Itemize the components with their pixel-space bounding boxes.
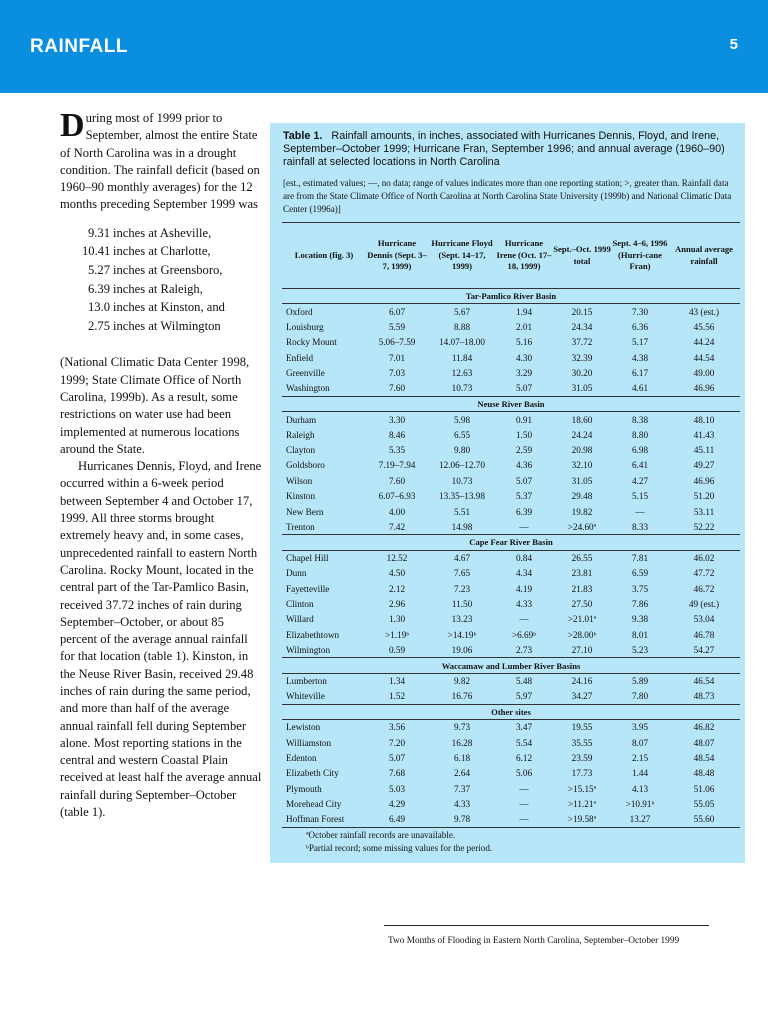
table-row (282, 673, 740, 688)
value-cell: 5.35 (388, 445, 406, 456)
value-cell: 31.05 (571, 475, 593, 486)
table-row (282, 335, 740, 350)
value-cell: 3.75 (631, 583, 649, 594)
value-cell: 14.07–18.00 (439, 337, 485, 348)
value-cell: >19.58ª (552, 812, 612, 827)
table-label: Table 1. (283, 130, 323, 142)
value-cell: — (635, 506, 645, 517)
table-row (282, 796, 740, 811)
deficit-value: 9.31 (87, 225, 110, 240)
value-cell: 16.28 (451, 737, 473, 748)
location-cell: Whiteville (286, 691, 325, 702)
value-cell: 3.47 (515, 722, 533, 733)
value-cell: 6.39 (515, 506, 533, 517)
value-cell: 7.60 (388, 383, 406, 394)
location-cell: Wilmington (286, 644, 331, 655)
rainfall-table-panel (270, 123, 745, 863)
value-cell: 55.05 (693, 799, 715, 810)
table-row (282, 781, 740, 796)
value-cell: 2.01 (515, 321, 533, 332)
deficit-list (60, 224, 263, 336)
value-cell: 3.30 (388, 414, 406, 425)
location-cell: Wilson (286, 475, 313, 486)
deficit-label: inches at Wilmington (113, 318, 221, 333)
location-cell: Goldsboro (286, 460, 325, 471)
value-cell: 46.96 (693, 475, 715, 486)
table-caption (283, 130, 738, 169)
value-cell: 5.17 (631, 337, 649, 348)
page-header (0, 0, 768, 93)
value-cell: 4.36 (515, 460, 533, 471)
value-cell: >28.00ᵇ (567, 629, 597, 640)
table-row (282, 596, 740, 611)
value-cell: 4.61 (631, 383, 649, 394)
column-header: Location (fig. 3) (282, 223, 366, 289)
value-cell: 7.86 (631, 599, 649, 609)
value-cell: 24.34 (571, 321, 593, 332)
value-cell: 49 (est.) (688, 599, 720, 609)
citation-paragraph: (National Climatic Data Center 1998, 1999; State Climate Office of North Carolina, 1999b). As a result, some restrictions on water use had been implemented at numerous locations around the State. (60, 355, 250, 456)
value-cell: 48.48 (693, 768, 715, 779)
value-cell: 5.54 (515, 737, 533, 748)
location-cell: Washington (286, 383, 330, 394)
location-cell: Williamston (286, 737, 332, 748)
value-cell: 7.80 (631, 691, 649, 702)
value-cell: 3.29 (515, 368, 533, 379)
column-header: Hurricane Floyd (Sept. 14–17, 1999) (428, 223, 496, 289)
deficit-item (60, 224, 263, 243)
value-cell: 2.64 (453, 768, 471, 779)
value-cell: 5.07 (388, 752, 406, 763)
value-cell: 53.04 (693, 614, 715, 625)
deficit-label: inches at Kinston, and (113, 300, 225, 315)
value-cell: 5.37 (515, 491, 533, 502)
value-cell: 46.72 (693, 583, 715, 594)
value-cell: 0.84 (515, 553, 533, 564)
location-cell: Lumberton (286, 676, 327, 687)
value-cell: 34.27 (571, 691, 593, 702)
table-row (282, 427, 740, 442)
value-cell: >15.15ª (567, 783, 597, 794)
value-cell: 5.16 (515, 337, 533, 348)
value-cell: 2.59 (515, 445, 533, 456)
value-cell: — (519, 783, 529, 794)
value-cell: 45.56 (693, 321, 715, 332)
location-cell: Oxford (286, 306, 313, 317)
location-cell: Trenton (286, 521, 315, 532)
value-cell: 23.81 (571, 568, 593, 579)
value-cell: 1.34 (388, 676, 406, 687)
value-cell: 5.59 (388, 321, 406, 332)
table-row (282, 735, 740, 750)
value-cell: 46.02 (693, 553, 715, 564)
value-cell: 6.07–6.93 (378, 491, 416, 502)
value-cell: 9.38 (631, 614, 649, 625)
value-cell: 7.60 (388, 475, 406, 486)
basin-header-row (282, 658, 740, 673)
value-cell: 11.84 (451, 352, 473, 363)
location-cell: Lewiston (286, 722, 321, 733)
value-cell: 51.06 (693, 783, 715, 794)
value-cell: 18.60 (571, 414, 593, 425)
location-cell: Clinton (286, 599, 314, 609)
table-row (282, 642, 740, 657)
value-cell: 6.07 (388, 306, 406, 317)
value-cell: 6.18 (453, 752, 471, 763)
location-cell: Rocky Mount (286, 337, 337, 348)
table-row (282, 365, 740, 380)
value-cell: — (519, 521, 529, 532)
location-cell: Willard (286, 614, 314, 625)
basin-name: Other sites (282, 704, 740, 719)
value-cell: 6.12 (515, 752, 533, 763)
value-cell: 4.38 (631, 352, 649, 363)
value-cell: 5.97 (515, 691, 533, 702)
table-row (282, 750, 740, 765)
value-cell: 4.00 (388, 506, 406, 517)
value-cell: 4.19 (515, 583, 533, 594)
body-text-column (60, 107, 263, 821)
value-cell: 35.55 (571, 737, 593, 748)
location-cell: Kinston (286, 491, 316, 502)
value-cell: 7.20 (388, 737, 406, 748)
value-cell: 5.15 (631, 491, 649, 502)
value-cell: 1.52 (388, 691, 406, 702)
location-cell: Enfield (286, 352, 314, 363)
hurricanes-paragraph: Hurricanes Dennis, Floyd, and Irene occurred within a 6-week period between September 4 and October 17, 1999. All three storms brought extremely heavy and, in some cases, unprecedented rainfall to eastern North Carolina. Rocky Mount, located in the central part of the Tar-Pamlico Basin, received 37.72 inches of rain during September–October, or about 85 percent of the average annual rainfall for that location (table 1). Kinston, in the Neuse River Basin, received 29.48 inches of rain during the same period, and more than half of the average annual rainfall fell during September alone. Most reporting stations in the central and western Coastal Plain received at least half the average annual rainfall during September–October (table 1). (60, 459, 262, 820)
deficit-value: 5.27 (87, 262, 110, 277)
value-cell: 0.91 (515, 414, 533, 425)
value-cell: 48.10 (693, 414, 715, 425)
deficit-value: 6.39 (87, 281, 110, 296)
value-cell: 3.95 (631, 722, 649, 733)
value-cell: 5.23 (631, 644, 649, 655)
deficit-item (60, 242, 263, 261)
value-cell: — (519, 799, 529, 810)
value-cell: 7.23 (453, 583, 471, 594)
table-row (282, 412, 740, 427)
value-cell: 53.11 (693, 506, 715, 517)
deficit-item (60, 317, 263, 336)
basin-header-row (282, 289, 740, 304)
value-cell: 5.06–7.59 (378, 337, 416, 348)
value-cell: 55.60 (668, 812, 740, 827)
value-cell: 45.11 (693, 445, 715, 456)
intro-text: uring most of 1999 prior to September, almost the entire State of North Carolina was in a drought condition. The rainfall deficit (based on 1960–90 monthly averages) for the 12 months preceding September 1999 was (60, 111, 260, 212)
location-cell: Morehead City (286, 799, 342, 810)
basin-header-row (282, 704, 740, 719)
value-cell: 6.17 (631, 368, 649, 379)
value-cell: 41.43 (693, 429, 715, 440)
deficit-value: 10.41 (82, 244, 111, 259)
value-cell: >6.69ᵇ (511, 629, 537, 640)
value-cell: 48.07 (693, 737, 715, 748)
location-cell: Elizabeth City (286, 768, 339, 779)
table-row (282, 550, 740, 565)
value-cell: 7.30 (631, 306, 649, 317)
value-cell: 24.16 (571, 676, 593, 687)
value-cell: 49.00 (693, 368, 715, 379)
table-row (282, 473, 740, 488)
value-cell: 12.06–12.70 (439, 460, 485, 471)
table-row (282, 612, 740, 627)
value-cell: 26.55 (571, 553, 593, 564)
value-cell: 8.33 (631, 521, 649, 532)
table-row (282, 519, 740, 534)
value-cell: 4.34 (515, 568, 533, 579)
value-cell: 5.51 (453, 506, 471, 517)
value-cell: 5.07 (515, 383, 533, 394)
deficit-label: inches at Raleigh, (113, 281, 203, 296)
table-row (282, 719, 740, 734)
value-cell: 5.98 (453, 414, 471, 425)
value-cell: 7.68 (388, 768, 406, 779)
rainfall-table (282, 222, 740, 828)
value-cell: 16.76 (451, 691, 473, 702)
location-cell: Durham (286, 414, 317, 425)
column-header: Sept.–Oct. 1999 total (552, 223, 612, 289)
footer-rule (384, 925, 709, 926)
basin-name: Tar-Pamlico River Basin (282, 289, 740, 304)
deficit-label: inches at Charlotte, (113, 244, 211, 259)
value-cell: 46.78 (693, 629, 715, 640)
value-cell: 6.98 (631, 445, 649, 456)
value-cell: 2.96 (388, 599, 406, 609)
value-cell: 13.35–13.98 (439, 491, 485, 502)
value-cell: 29.48 (571, 491, 593, 502)
value-cell: 1.30 (388, 614, 406, 625)
location-cell: Greenville (286, 368, 325, 379)
value-cell: 4.30 (515, 352, 533, 363)
value-cell: 19.55 (571, 722, 593, 733)
value-cell: 4.13 (631, 783, 649, 794)
value-cell: 2.12 (388, 583, 406, 594)
value-cell: 4.27 (631, 475, 649, 486)
location-cell: Hoffman Forest (282, 812, 366, 827)
value-cell: 8.80 (631, 429, 649, 440)
value-cell: 8.46 (388, 429, 406, 440)
table-row (282, 350, 740, 365)
basin-header-row (282, 535, 740, 550)
basin-name: Waccamaw and Lumber River Basins (282, 658, 740, 673)
table-row (282, 504, 740, 519)
value-cell: 6.41 (631, 460, 649, 471)
value-cell: >14.19ᵇ (447, 629, 477, 640)
column-header: Sept. 4–6, 1996 (Hurri-cane Fran) (612, 223, 668, 289)
value-cell: 7.81 (631, 553, 649, 564)
drop-cap: D (60, 107, 85, 144)
value-cell: 5.07 (515, 475, 533, 486)
value-cell: 5.89 (631, 676, 649, 687)
value-cell: 54.27 (693, 644, 715, 655)
value-cell: 4.33 (515, 599, 533, 609)
location-cell: Chapel Hill (286, 553, 329, 564)
table-row (282, 689, 740, 704)
value-cell: 14.98 (451, 521, 473, 532)
value-cell: 7.19–7.94 (378, 460, 416, 471)
value-cell: 9.82 (453, 676, 471, 687)
value-cell: 7.37 (453, 783, 471, 794)
value-cell: 5.03 (388, 783, 406, 794)
deficit-value: 13.0 (87, 300, 110, 315)
value-cell: 21.83 (571, 583, 593, 594)
value-cell: 48.54 (693, 752, 715, 763)
value-cell: 1.50 (515, 429, 533, 440)
value-cell: 13.23 (451, 614, 473, 625)
value-cell: 46.96 (693, 383, 715, 394)
value-cell: 1.94 (515, 306, 533, 317)
value-cell: 27.10 (571, 644, 593, 655)
value-cell: 10.73 (451, 475, 473, 486)
value-cell: 8.07 (631, 737, 649, 748)
value-cell: 12.52 (386, 553, 408, 564)
value-cell: 13.27 (612, 812, 668, 827)
table-row (282, 458, 740, 473)
intro-paragraph (60, 107, 263, 214)
location-cell: Edenton (286, 752, 317, 763)
table-row (282, 627, 740, 642)
value-cell: 9.73 (453, 722, 471, 733)
location-cell: Clayton (286, 445, 316, 456)
value-cell: 32.10 (571, 460, 593, 471)
value-cell: 44.24 (693, 337, 715, 348)
value-cell: 12.63 (451, 368, 473, 379)
location-cell: Louisburg (286, 321, 324, 332)
table-row (282, 766, 740, 781)
table-row (282, 812, 740, 827)
value-cell: 6.49 (366, 812, 428, 827)
table-row (282, 304, 740, 319)
table-footnotes (306, 829, 492, 855)
value-cell: >24.60ª (567, 521, 597, 532)
value-cell: 8.01 (631, 629, 649, 640)
value-cell: 6.55 (453, 429, 471, 440)
value-cell: 47.72 (693, 568, 715, 579)
value-cell: 7.65 (453, 568, 471, 579)
deficit-item (60, 261, 263, 280)
value-cell: 46.82 (693, 722, 715, 733)
value-cell: 51.20 (693, 491, 715, 502)
value-cell: >1.19ᵇ (384, 629, 410, 640)
value-cell: 5.06 (515, 768, 533, 779)
value-cell: 4.33 (453, 799, 471, 810)
value-cell: 8.88 (453, 321, 471, 332)
value-cell: — (496, 812, 552, 827)
footer-text: Two Months of Flooding in Eastern North Carolina, September–October 1999 (388, 936, 680, 946)
location-cell: Fayetteville (286, 583, 330, 594)
value-cell: 9.78 (428, 812, 496, 827)
section-title: RAINFALL (30, 36, 128, 57)
value-cell: 20.98 (571, 445, 593, 456)
value-cell: 7.01 (388, 352, 406, 363)
deficit-item (60, 280, 263, 299)
page-number: 5 (729, 36, 738, 53)
location-cell: Plymouth (286, 783, 322, 794)
value-cell: 27.50 (571, 599, 593, 609)
value-cell: 52.22 (693, 521, 715, 532)
value-cell: >11.21ª (567, 799, 597, 810)
deficit-item (60, 298, 263, 317)
value-cell: 19.06 (451, 644, 473, 655)
value-cell: 49.27 (693, 460, 715, 471)
column-header: Annual average rainfall (668, 223, 740, 289)
value-cell: 4.50 (388, 568, 406, 579)
location-cell: Elizabethtown (286, 629, 340, 640)
value-cell: 23.59 (571, 752, 593, 763)
deficit-label: inches at Greensboro, (113, 262, 223, 277)
basin-name: Neuse River Basin (282, 396, 740, 411)
value-cell: 43 (est.) (688, 306, 720, 317)
basin-name: Cape Fear River Basin (282, 535, 740, 550)
deficit-label: inches at Asheville, (113, 225, 212, 240)
value-cell: 32.39 (571, 352, 593, 363)
value-cell: 6.59 (631, 568, 649, 579)
table-note: [est., estimated values; —, no data; range of values indicates more than one reporting station; >, greater than. Rainfall data are from the State Climate Office of North Carolina at North Carolina State University (1999b) and National Climatic Data Center (1996a)] (283, 178, 732, 214)
footnote: ªOctober rainfall records are unavailable. (306, 830, 456, 840)
value-cell: 31.05 (571, 383, 593, 394)
location-cell: Dunn (286, 568, 307, 579)
table-row (282, 319, 740, 334)
table-caption-text: Rainfall amounts, in inches, associated with Hurricanes Dennis, Floyd, and Irene, September–October 1999; Hurricane Fran, September 1996; and annual average (1960–90) rainfall at selected locations in North Carolina (283, 130, 725, 168)
value-cell: 5.48 (515, 676, 533, 687)
value-cell: 8.38 (631, 414, 649, 425)
value-cell: 1.44 (631, 768, 649, 779)
value-cell: 46.54 (693, 676, 715, 687)
value-cell: 10.73 (451, 383, 473, 394)
table-header-row (282, 223, 740, 289)
table-row (282, 381, 740, 396)
deficit-value: 2.75 (87, 318, 110, 333)
value-cell: 2.15 (631, 752, 649, 763)
location-cell: Raleigh (286, 429, 315, 440)
value-cell: 48.73 (693, 691, 715, 702)
value-cell: 44.54 (693, 352, 715, 363)
column-header: Hurricane Irene (Oct. 17–18, 1999) (496, 223, 552, 289)
value-cell: 24.24 (571, 429, 593, 440)
value-cell: >21.01ª (567, 614, 597, 625)
value-cell: 4.67 (453, 553, 471, 564)
table-row (282, 581, 740, 596)
column-header: Hurricane Dennis (Sept. 3–7, 1999) (366, 223, 428, 289)
value-cell: — (519, 614, 529, 625)
location-cell: New Bern (286, 506, 324, 517)
value-cell: 19.82 (571, 506, 593, 517)
value-cell: 9.80 (453, 445, 471, 456)
table-row (282, 442, 740, 457)
value-cell: 17.73 (571, 768, 593, 779)
table-row (282, 489, 740, 504)
value-cell: 0.59 (388, 644, 406, 655)
table-row (282, 566, 740, 581)
value-cell: 7.03 (388, 368, 406, 379)
value-cell: 5.67 (453, 306, 471, 317)
basin-header-row (282, 396, 740, 411)
value-cell: >10.91ᵇ (625, 799, 655, 810)
value-cell: 20.15 (571, 306, 593, 317)
value-cell: 30.20 (571, 368, 593, 379)
value-cell: 7.42 (388, 521, 406, 532)
value-cell: 3.56 (388, 722, 406, 733)
value-cell: 6.36 (631, 321, 649, 332)
value-cell: 11.50 (451, 599, 473, 609)
value-cell: 4.29 (388, 799, 406, 810)
value-cell: 37.72 (571, 337, 593, 348)
footnote: ᵇPartial record; some missing values for the period. (306, 843, 493, 853)
value-cell: 2.73 (515, 644, 533, 655)
